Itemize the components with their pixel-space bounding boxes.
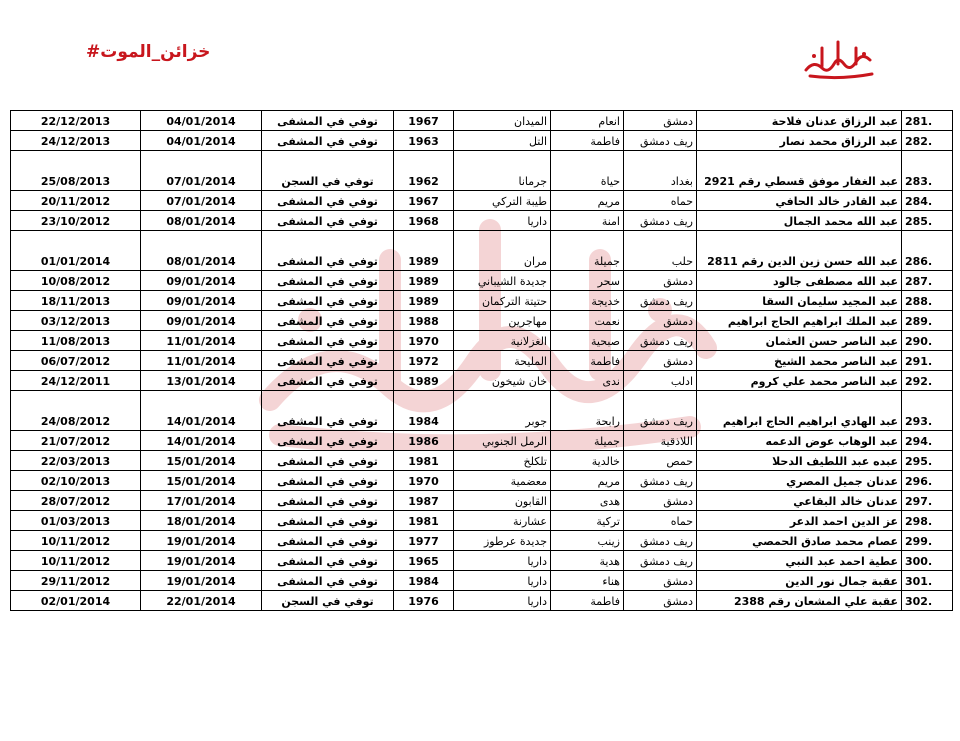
table-row [11, 551, 953, 571]
death-date: 19/01/2014 [141, 551, 262, 571]
records-table [10, 110, 953, 611]
place: حتيتة التركمان [454, 291, 551, 311]
row-number: 296. [902, 471, 953, 491]
birth-year: 1987 [394, 491, 454, 511]
arrest-date: 24/12/2013 [11, 131, 141, 151]
row-number: 299. [902, 531, 953, 551]
death-status: توفي في المشفى [262, 311, 394, 331]
place: داريا [454, 591, 551, 611]
place: طيبة التركي [454, 191, 551, 211]
place: تلكلخ [454, 451, 551, 471]
death-status: توفي في المشفى [262, 291, 394, 311]
table-row [11, 451, 953, 471]
table-row [11, 211, 953, 231]
mother-name: هدية [551, 551, 624, 571]
death-status: توفي في المشفى [262, 371, 394, 391]
death-status: توفي في المشفى [262, 131, 394, 151]
death-status: توفي في المشفى [262, 551, 394, 571]
birth-year: 1970 [394, 471, 454, 491]
death-date: 19/01/2014 [141, 571, 262, 591]
person-name: عدنان جميل المصري [697, 471, 902, 491]
mother-name: انعام [551, 111, 624, 131]
death-date: 19/01/2014 [141, 531, 262, 551]
row-number: 288. [902, 291, 953, 311]
city: ريف دمشق [624, 331, 697, 351]
row-number: 298. [902, 511, 953, 531]
table-row [11, 571, 953, 591]
row-number: 302. [902, 591, 953, 611]
city: حماه [624, 511, 697, 531]
table-row [11, 291, 953, 311]
person-name: عز الدين احمد الدعر [697, 511, 902, 531]
place: القابون [454, 491, 551, 511]
arrest-date: 10/11/2012 [11, 551, 141, 571]
birth-year: 1981 [394, 451, 454, 471]
death-date: 04/01/2014 [141, 131, 262, 151]
death-date: 07/01/2014 [141, 191, 262, 211]
row-number: 297. [902, 491, 953, 511]
person-name: عبد الملك ابراهيم الحاج ابراهيم [697, 311, 902, 331]
birth-year: 1989 [394, 271, 454, 291]
arrest-date: 18/11/2013 [11, 291, 141, 311]
row-number: 294. [902, 431, 953, 451]
place: داريا [454, 551, 551, 571]
death-status: توفي في المشفى [262, 531, 394, 551]
city: ريف دمشق [624, 551, 697, 571]
birth-year: 1989 [394, 231, 454, 271]
arrest-date: 01/01/2014 [11, 231, 141, 271]
place: جديدة عرطوز [454, 531, 551, 551]
birth-year: 1981 [394, 511, 454, 531]
death-status: توفي في المشفى [262, 451, 394, 471]
death-date: 09/01/2014 [141, 311, 262, 331]
death-status: توفي في المشفى [262, 571, 394, 591]
death-status: توفي في المشفى [262, 191, 394, 211]
place: جرمانا [454, 151, 551, 191]
death-status: توفي في السجن [262, 591, 394, 611]
arrest-date: 24/12/2011 [11, 371, 141, 391]
death-date: 08/01/2014 [141, 211, 262, 231]
arrest-date: 21/07/2012 [11, 431, 141, 451]
mother-name: زينب [551, 531, 624, 551]
birth-year: 1977 [394, 531, 454, 551]
death-date: 14/01/2014 [141, 391, 262, 431]
death-status: توفي في المشفى [262, 491, 394, 511]
death-status: توفي في المشفى [262, 391, 394, 431]
mother-name: جميلة [551, 231, 624, 271]
person-name: عبد المجيد سليمان السقا [697, 291, 902, 311]
table-row [11, 351, 953, 371]
birth-year: 1989 [394, 291, 454, 311]
row-number: 301. [902, 571, 953, 591]
person-name: عبد الوهاب عوض الدعمه [697, 431, 902, 451]
table-row [11, 531, 953, 551]
table-row [11, 131, 953, 151]
arrest-date: 02/10/2013 [11, 471, 141, 491]
birth-year: 1976 [394, 591, 454, 611]
arrest-date: 02/01/2014 [11, 591, 141, 611]
person-name: عبد الناصر محمد الشيخ [697, 351, 902, 371]
arrest-date: 25/08/2013 [11, 151, 141, 191]
mother-name: فاطمة [551, 591, 624, 611]
death-status: توفي في المشفى [262, 331, 394, 351]
place: مران [454, 231, 551, 271]
row-number: 295. [902, 451, 953, 471]
place: جديدة الشيباني [454, 271, 551, 291]
table-row [11, 191, 953, 211]
place: عشارنة [454, 511, 551, 531]
arrest-date: 06/07/2012 [11, 351, 141, 371]
death-status: توفي في المشفى [262, 211, 394, 231]
mother-name: فاطمة [551, 131, 624, 151]
death-date: 15/01/2014 [141, 451, 262, 471]
table-row [11, 331, 953, 351]
arrest-date: 24/08/2012 [11, 391, 141, 431]
death-date: 15/01/2014 [141, 471, 262, 491]
place: المليحة [454, 351, 551, 371]
death-date: 09/01/2014 [141, 271, 262, 291]
row-number: 285. [902, 211, 953, 231]
row-number: 300. [902, 551, 953, 571]
table-row [11, 511, 953, 531]
person-name: عقبة جمال نور الدين [697, 571, 902, 591]
table-row [11, 111, 953, 131]
death-status: توفي في المشفى [262, 271, 394, 291]
row-number: 289. [902, 311, 953, 331]
table-row [11, 391, 953, 431]
row-number: 282. [902, 131, 953, 151]
birth-year: 1963 [394, 131, 454, 151]
mother-name: هدى [551, 491, 624, 511]
place: مهاجرين [454, 311, 551, 331]
death-date: 07/01/2014 [141, 151, 262, 191]
arrest-date: 10/08/2012 [11, 271, 141, 291]
city: اللاذقية [624, 431, 697, 451]
arrest-date: 22/03/2013 [11, 451, 141, 471]
arrest-date: 03/12/2013 [11, 311, 141, 331]
mother-name: مريم [551, 191, 624, 211]
place: خان شيخون [454, 371, 551, 391]
city: دمشق [624, 271, 697, 291]
death-status: توفي في المشفى [262, 231, 394, 271]
hashtag-title: #خزائن_الموت [86, 42, 211, 62]
birth-year: 1989 [394, 371, 454, 391]
city: ريف دمشق [624, 131, 697, 151]
table-row [11, 371, 953, 391]
mother-name: هناء [551, 571, 624, 591]
mother-name: خديجة [551, 291, 624, 311]
row-number: 290. [902, 331, 953, 351]
arrest-date: 10/11/2012 [11, 531, 141, 551]
zaman-alwasl-logo [800, 36, 882, 80]
mother-name: ندى [551, 371, 624, 391]
row-number: 293. [902, 391, 953, 431]
birth-year: 1968 [394, 211, 454, 231]
city: دمشق [624, 591, 697, 611]
table-row [11, 151, 953, 191]
birth-year: 1972 [394, 351, 454, 371]
table-row [11, 271, 953, 291]
place: الميدان [454, 111, 551, 131]
death-date: 14/01/2014 [141, 431, 262, 451]
mother-name: صبحية [551, 331, 624, 351]
mother-name: نعمت [551, 311, 624, 331]
person-name: عبده عبد اللطيف الدحلا [697, 451, 902, 471]
death-date: 08/01/2014 [141, 231, 262, 271]
place: جوبر [454, 391, 551, 431]
person-name: عدنان خالد البقاعي [697, 491, 902, 511]
table-row [11, 491, 953, 511]
person-name: عبد الله مصطفى جالود [697, 271, 902, 291]
table-row [11, 311, 953, 331]
city: ريف دمشق [624, 211, 697, 231]
city: ريف دمشق [624, 291, 697, 311]
arrest-date: 11/08/2013 [11, 331, 141, 351]
birth-year: 1986 [394, 431, 454, 451]
birth-year: 1984 [394, 571, 454, 591]
birth-year: 1965 [394, 551, 454, 571]
place: داريا [454, 211, 551, 231]
person-name: عقبة علي المشعان رقم 2388 [697, 591, 902, 611]
mother-name: حياة [551, 151, 624, 191]
birth-year: 1970 [394, 331, 454, 351]
person-name: عبد الناصر محمد علي كروم [697, 371, 902, 391]
city: حلب [624, 231, 697, 271]
row-number: 286. [902, 231, 953, 271]
place: الغزلانية [454, 331, 551, 351]
city: دمشق [624, 351, 697, 371]
place: التل [454, 131, 551, 151]
arrest-date: 29/11/2012 [11, 571, 141, 591]
mother-name: جميلة [551, 431, 624, 451]
table-row [11, 591, 953, 611]
row-number: 292. [902, 371, 953, 391]
city: دمشق [624, 311, 697, 331]
arrest-date: 28/07/2012 [11, 491, 141, 511]
death-status: توفي في السجن [262, 151, 394, 191]
death-date: 17/01/2014 [141, 491, 262, 511]
row-number: 291. [902, 351, 953, 371]
death-status: توفي في المشفى [262, 511, 394, 531]
row-number: 284. [902, 191, 953, 211]
death-date: 18/01/2014 [141, 511, 262, 531]
death-status: توفي في المشفى [262, 471, 394, 491]
arrest-date: 01/03/2013 [11, 511, 141, 531]
death-status: توفي في المشفى [262, 111, 394, 131]
table-row [11, 231, 953, 271]
birth-year: 1984 [394, 391, 454, 431]
city: ريف دمشق [624, 391, 697, 431]
death-status: توفي في المشفى [262, 431, 394, 451]
city: دمشق [624, 491, 697, 511]
city: حمص [624, 451, 697, 471]
person-name: عبد القادر خالد الحافي [697, 191, 902, 211]
row-number: 287. [902, 271, 953, 291]
mother-name: مريم [551, 471, 624, 491]
person-name: عصام محمد صادق الحمصي [697, 531, 902, 551]
city: ريف دمشق [624, 531, 697, 551]
person-name: عبد الناصر حسن العثمان [697, 331, 902, 351]
birth-year: 1967 [394, 111, 454, 131]
death-date: 11/01/2014 [141, 351, 262, 371]
place: معضمية [454, 471, 551, 491]
person-name: عبد الله محمد الجمال [697, 211, 902, 231]
table-row [11, 431, 953, 451]
death-date: 22/01/2014 [141, 591, 262, 611]
city: ادلب [624, 371, 697, 391]
death-status: توفي في المشفى [262, 351, 394, 371]
city: دمشق [624, 571, 697, 591]
person-name: عبد الهادي ابراهيم الحاج ابراهيم [697, 391, 902, 431]
row-number: 281. [902, 111, 953, 131]
birth-year: 1962 [394, 151, 454, 191]
row-number: 283. [902, 151, 953, 191]
person-name: عبد الغفار موفق قسطي رقم 2921 [697, 151, 902, 191]
city: حماه [624, 191, 697, 211]
mother-name: سحر [551, 271, 624, 291]
arrest-date: 22/12/2013 [11, 111, 141, 131]
mother-name: خالدية [551, 451, 624, 471]
death-date: 13/01/2014 [141, 371, 262, 391]
birth-year: 1988 [394, 311, 454, 331]
person-name: عطية احمد عبد النبي [697, 551, 902, 571]
city: دمشق [624, 111, 697, 131]
table-row [11, 471, 953, 491]
person-name: عبد الرزاق محمد نصار [697, 131, 902, 151]
person-name: عبد الرزاق عدنان فلاحة [697, 111, 902, 131]
city: بغداد [624, 151, 697, 191]
person-name: عبد الله حسن زين الدين رقم 2811 [697, 231, 902, 271]
mother-name: رابحة [551, 391, 624, 431]
mother-name: امنة [551, 211, 624, 231]
city: ريف دمشق [624, 471, 697, 491]
death-date: 04/01/2014 [141, 111, 262, 131]
death-date: 11/01/2014 [141, 331, 262, 351]
birth-year: 1967 [394, 191, 454, 211]
place: الرمل الجنوبي [454, 431, 551, 451]
arrest-date: 23/10/2012 [11, 211, 141, 231]
death-date: 09/01/2014 [141, 291, 262, 311]
place: داريا [454, 571, 551, 591]
arrest-date: 20/11/2012 [11, 191, 141, 211]
mother-name: فاطمة [551, 351, 624, 371]
mother-name: تركية [551, 511, 624, 531]
